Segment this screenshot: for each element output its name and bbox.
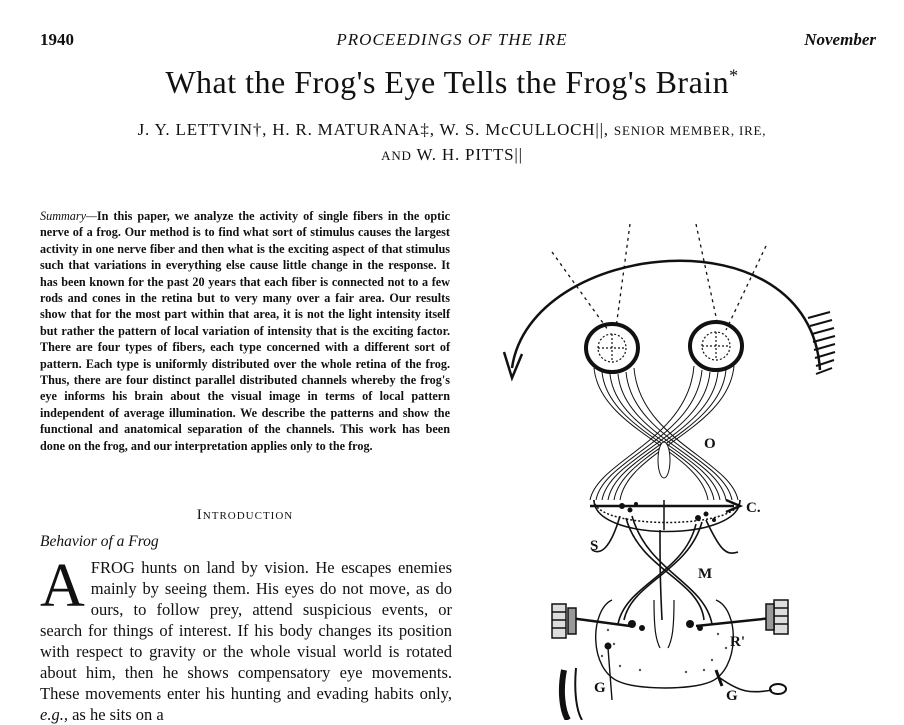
author-names: J. Y. LETTVIN†, H. R. MATURANA‡, W. S. McCULLOCH||,: [137, 120, 609, 139]
author-rank: SENIOR MEMBER, IRE,: [613, 123, 767, 138]
author-line-1: [0, 118, 904, 143]
author-list: [0, 118, 904, 168]
page-number: 1940: [40, 30, 74, 49]
journal-name: PROCEEDINGS OF THE IRE: [336, 30, 568, 49]
author-last: W. H. PITTS||: [416, 145, 523, 164]
label-C: C.: [746, 500, 761, 516]
body-text-end: as he sits on a: [72, 705, 164, 724]
sight-lines: [552, 224, 766, 330]
label-S: S: [590, 538, 599, 554]
author-line-2: [0, 143, 904, 168]
optic-nerve-bundles: [590, 366, 738, 500]
abstract-label: Summary—: [40, 209, 97, 223]
arrow-feather-icon: [808, 312, 835, 374]
medulla-cells: [628, 620, 703, 631]
paper-title-text: What the Frog's Eye Tells the Frog's Brain: [165, 64, 730, 100]
lateral-nerves: [570, 618, 772, 626]
optic-tectum: [590, 500, 740, 532]
right-eye: [690, 322, 742, 370]
abstract: [40, 208, 450, 454]
chiasm-gap: [658, 442, 670, 478]
issue-month: November: [804, 30, 876, 49]
left-eye: [586, 324, 638, 372]
medulla: [596, 600, 734, 688]
title-footnote-mark: *: [729, 65, 739, 86]
body-text-start: FROG hunts on land by vision. He escapes enemies mainly by seeing them. His eyes do not move, as do ours, to follow prey, attend suspicious events, or search for things of interest. If his body changes its position with respect to gravity or the whole visual world is rotated about him, then he shows compensatory eye movements. These movements enter his hunting and evading habits only,: [40, 558, 452, 703]
body-eg: e.g.,: [40, 705, 68, 724]
label-R: R': [730, 634, 745, 650]
frog-visual-pathway-figure: [490, 200, 900, 720]
medulla-stipple: [601, 629, 727, 673]
label-O: O: [704, 436, 716, 452]
label-G-left: G: [594, 680, 606, 696]
label-M: M: [698, 566, 713, 582]
abstract-text: In this paper, we analyze the activity of single fibers in the optic nerve of a frog. Our method is to find what sort of stimulus causes the largest activity in one nerve fiber and then what is the exciting aspect of that stimulus such that variations in everything else cause little change in the response. It has been known for the past 20 years that each fiber is connected not to a few rods and cones in the retina but to very many over a fair area. Our results show that for the most part within that area, it is not the light intensity itself but rather the pattern of local variation of intensity that is the exciting factor. There are four types of fibers, each type concerned with a different sort of pattern. Each type is uniformly distributed over the whole retina of the frog. Thus, there are four distinct parallel distributed channels whereby the frog's eye informs his brain about the visual image in terms of local pattern independent of average illumination. We describe the patterns and show the functional and anatomical separation of the channels. This work has been done on the frog, and our interpretation applies only to the frog.: [40, 209, 450, 453]
drop-cap: A: [40, 552, 85, 620]
muscle-right-icon: [766, 600, 788, 634]
body-paragraph: [40, 552, 452, 725]
visual-field-arc: [512, 261, 820, 370]
section-heading: Introduction: [196, 507, 294, 523]
author-and: AND: [381, 148, 412, 163]
subsection-heading: Behavior of a Frog: [40, 533, 159, 550]
muscle-left-icon: [552, 604, 576, 638]
paper-title: [0, 64, 904, 101]
label-G-right: G: [726, 688, 738, 704]
